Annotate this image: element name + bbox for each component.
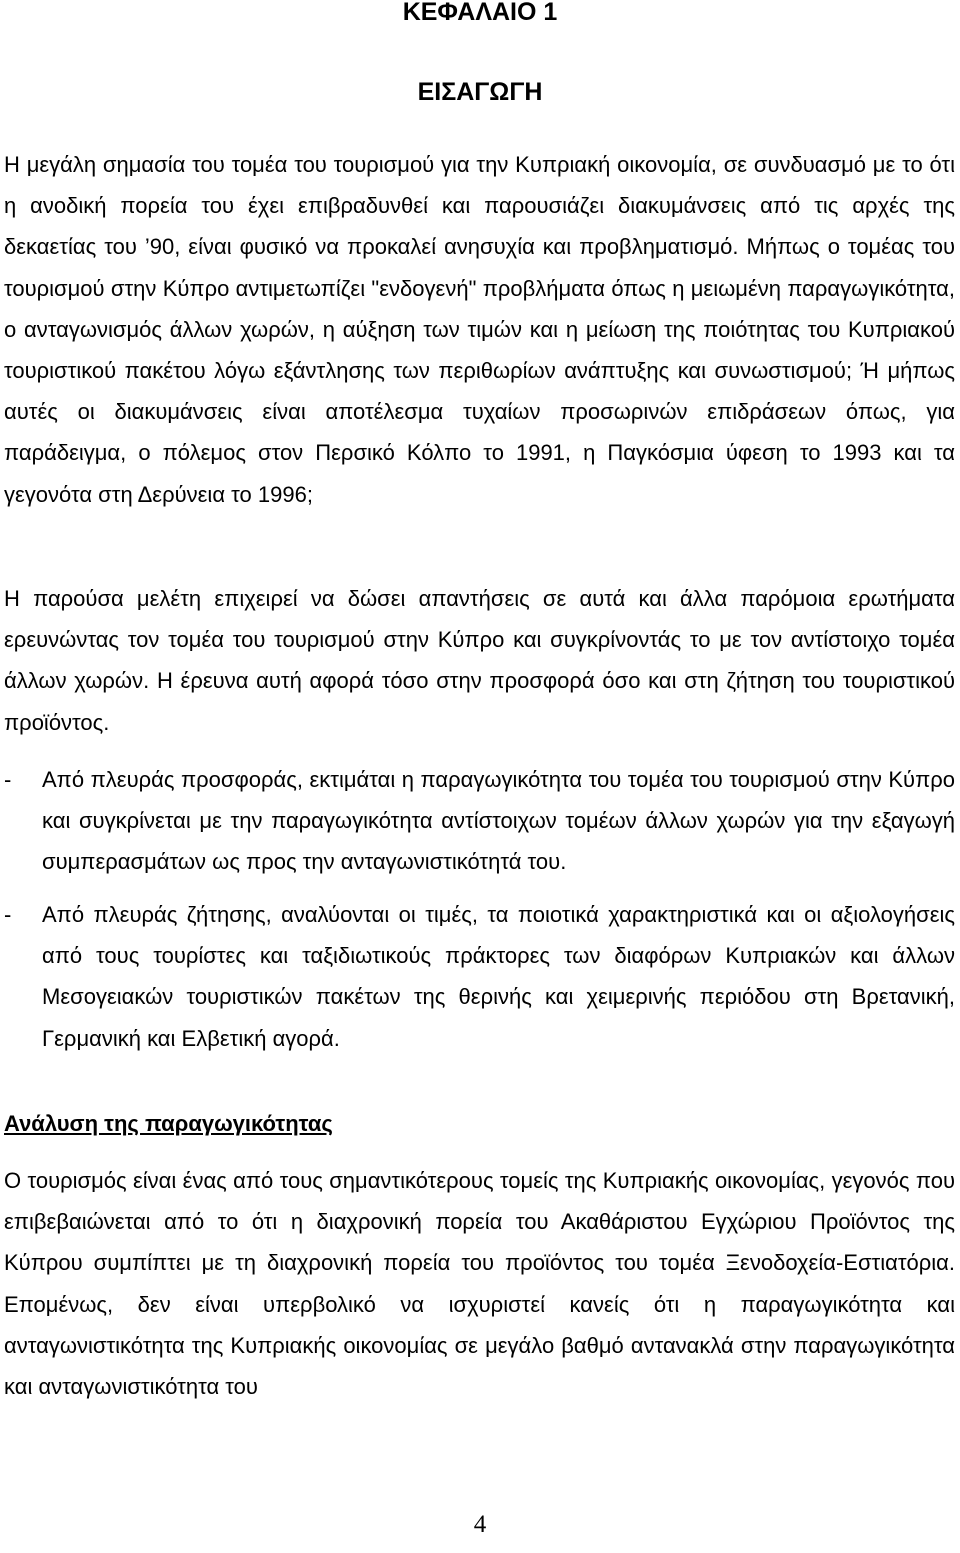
intro-paragraph-1: Η μεγάλη σημασία του τομέα του τουρισμού για την Κυπριακή οικονομία, σε συνδυασμό με το ότι η ανοδική πορεία του έχει επιβραδυνθεί και παρουσιάζει διακυμάνσεις από τις αρχές της δεκαετίας του ’90, είναι φυσικό να προκαλεί ανησυχία και προβληματισμό. Μήπως ο τομέας του τουρισμού στην Κύπρο αντιμετωπίζει "ενδογενή" προβλήματα όπως η μειωμένη παραγωγικότητα, ο ανταγωνισμός άλλων χωρών, η αύξηση των τιμών και η μείωση της ποιότητας του Κυπριακού τουριστικού πακέτου λόγω εξάντλησης των περιθωρίων ανάπτυξης και συνωστισμού; Ή μήπως αυτές οι διακυμάνσεις είναι αποτέλεσμα τυχαίων προσωρινών επιδράσεων όπως, για παράδειγμα, ο πόλεμος στον Περσικό Κόλπο το 1991, η Παγκόσμια ύφεση το 1993 και τα γεγονότα στη Δερύνεια το 1996; [4,152,955,507]
productivity-subheading: Ανάλυση της παραγωγικότητας [4,1111,333,1136]
bullet-text: Από πλευράς ζήτησης, αναλύονται οι τιμές, τα ποιοτικά χαρακτηριστικά και οι αξιολογήσεις από τους τουρίστες και ταξιδιωτικούς πράκτορες των διαφόρων Κυπριακών και άλλων Μεσογειακών τουριστικών πακέτων της θερινής και χειμερινής περιόδου στη Βρετανική, Γερμανική και Ελβετική αγορά. [42,902,955,1051]
bullet-item-demand [4,894,955,1059]
bullet-item-supply [4,759,955,883]
bullet-dash: - [4,902,12,927]
bullet-text: Από πλευράς προσφοράς, εκτιμάται η παραγωγικότητα του τομέα του τουρισμού στην Κύπρο και συγκρίνεται με την παραγωγικότητα αντίστοιχων τομέων άλλων χωρών για την εξαγωγή συμπερασμάτων ως προς την ανταγωνιστικότητά του. [42,767,955,875]
page-number: 4 [473,1511,487,1538]
chapter-heading: ΚΕΦΑΛΑΙΟ 1 [402,0,558,26]
section-title: ΕΙΣΑΓΩΓΗ [417,78,543,106]
intro-paragraph-2: Η παρούσα μελέτη επιχειρεί να δώσει απαντήσεις σε αυτά και άλλα παρόμοια ερωτήματα ερευνώντας τον τομέα του τουρισμού στην Κύπρο και συγκρίνοντάς το με τον αντίστοιχο τομέα άλλων χωρών. Η έρευνα αυτή αφορά τόσο στην προσφορά όσο και στη ζήτηση του τουριστικού προϊόντος. [4,586,955,735]
productivity-paragraph: Ο τουρισμός είναι ένας από τους σημαντικότερους τομείς της Κυπριακής οικονομίας, γεγονός που επιβεβαιώνεται από το ότι η διαχρονική πορεία του Ακαθάριστου Εγχώριου Προϊόντος της Κύπρου συμπίπτει με τη διαχρονική πορεία του προϊόντος του τομέα Ξενοδοχεία-Εστιατόρια. Επομένως, δεν είναι υπερβολικό να ισχυριστεί κανείς ότι η παραγωγικότητα και ανταγωνιστικότητα της Κυπριακής οικονομίας σε μεγάλο βαθμό αντανακλά στην παραγωγικότητα και ανταγωνιστικότητα του [4,1168,955,1400]
bullet-dash: - [4,767,12,792]
